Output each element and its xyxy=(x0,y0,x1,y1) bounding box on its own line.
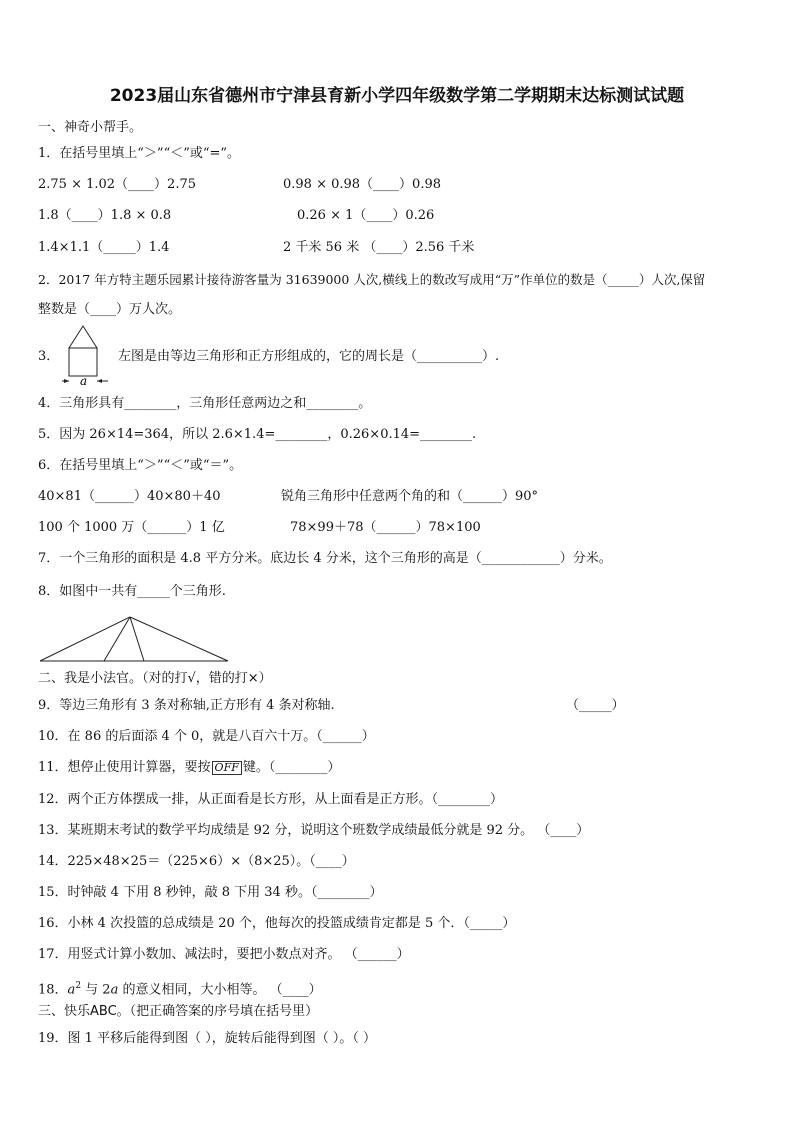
question-5: 5．因为 26×14=364，所以 2.6×1.4=________，0.26×0.14=________. xyxy=(38,427,477,442)
side-label-a: a xyxy=(80,374,88,386)
section-3-heading: 三、快乐ABC。（把正确答案的序号填在括号里） xyxy=(38,1004,319,1019)
page-title: 2023届山东省德州市宁津县育新小学四年级数学第二学期期末达标测试试题 xyxy=(109,86,685,106)
exponent: 2 xyxy=(75,981,82,991)
question-3-number: 3． xyxy=(38,349,60,364)
question-6-row2-left: 100 个 1000 万（______）1 亿 xyxy=(38,520,225,535)
question-6-row2-right: 78×99＋78（______）78×100 xyxy=(290,520,481,535)
question-1-row1-left: 2.75 × 1.02（____）2.75 xyxy=(38,177,196,192)
question-1-stem: 1．在括号里填上“＞”“＜”或“=”。 xyxy=(38,146,241,161)
question-18-number: 18． xyxy=(38,982,68,998)
question-1-row3-right: 2 千米 56 米 （____）2.56 千米 xyxy=(283,240,475,255)
question-4: 4．三角形具有________，三角形任意两边之和________。 xyxy=(38,396,372,411)
house-shape-figure xyxy=(58,324,114,386)
question-16: 16．小林 4 次投篮的总成绩是 20 个，他每次的投篮成绩肯定都是 5 个．（_____） xyxy=(38,916,516,931)
question-18 xyxy=(38,978,322,998)
question-13: 13．某班期末考试的数学平均成绩是 92 分，说明这个班数学成绩最低分就是 92 分。 （____） xyxy=(38,823,590,838)
question-15: 15．时钟敲 4 下用 8 秒钟，敲 8 下用 34 秒。（________） xyxy=(38,885,383,900)
question-11 xyxy=(38,760,340,776)
triangle-count-figure xyxy=(38,614,230,664)
question-18-mid: 与 2 xyxy=(81,982,111,998)
question-19: 19．图 1 平移后能得到图（ ），旋转后能得到图（ ）。（ ） xyxy=(38,1031,376,1046)
question-2-line1: 2．2017 年方特主题乐园累计接待游客量为 31639000 人次,横线上的数改写成用“万”作单位的数是（_____）人次,保留 xyxy=(38,272,706,287)
question-17: 17．用竖式计算小数加、减法时，要把小数点对齐。 （______） xyxy=(38,947,410,962)
question-1-row3-left: 1.4×1.1（_____）1.4 xyxy=(38,240,170,255)
question-14: 14．225×48×25＝（225×6）×（8×25）。（____） xyxy=(38,854,355,869)
question-9-answer-blank: （_____） xyxy=(566,698,625,713)
question-18-rest: 的意义相同，大小相等。 （____） xyxy=(118,982,322,998)
question-1-row1-right: 0.98 × 0.98（____）0.98 xyxy=(283,177,441,192)
question-6-row1-left: 40×81（______）40×80＋40 xyxy=(38,489,221,504)
question-9: 9．等边三角形有 3 条对称轴,正方形有 4 条对称轴. xyxy=(38,698,335,713)
question-2-line2: 整数是（____）万人次。 xyxy=(38,302,182,317)
question-11-suffix: 键。（________） xyxy=(242,760,341,775)
section-1-heading: 一、神奇小帮手。 xyxy=(38,120,143,135)
question-1-row2-left: 1.8（____）1.8 × 0.8 xyxy=(38,208,172,223)
question-3-text: 左图是由等边三角形和正方形组成的，它的周长是（__________）. xyxy=(118,349,500,364)
question-8: 8．如图中一共有_____个三角形. xyxy=(38,584,226,599)
off-key-icon: OFF xyxy=(212,761,242,775)
variable-a-2: a xyxy=(110,982,119,998)
section-2-heading: 二、我是小法官。（对的打√，错的打×） xyxy=(38,671,272,686)
question-6-row1-right: 锐角三角形中任意两个角的和（______）90° xyxy=(281,489,539,504)
question-1-row2-right: 0.26 × 1（____）0.26 xyxy=(297,208,435,223)
variable-a: a xyxy=(67,982,76,998)
question-7: 7．一个三角形的面积是 4.8 平方分米。底边长 4 分米，这个三角形的高是（____________）分米。 xyxy=(38,551,612,566)
question-12: 12．两个正方体摆成一排，从正面看是长方形，从上面看是正方形。（________） xyxy=(38,792,504,807)
question-6-stem: 6．在括号里填上“＞”“＜”或“＝”。 xyxy=(38,458,243,473)
question-11-prefix: 11．想停止使用计算器，要按 xyxy=(38,760,211,775)
question-10: 10．在 86 的后面添 4 个 0，就是八百六十万。（______） xyxy=(38,729,375,744)
